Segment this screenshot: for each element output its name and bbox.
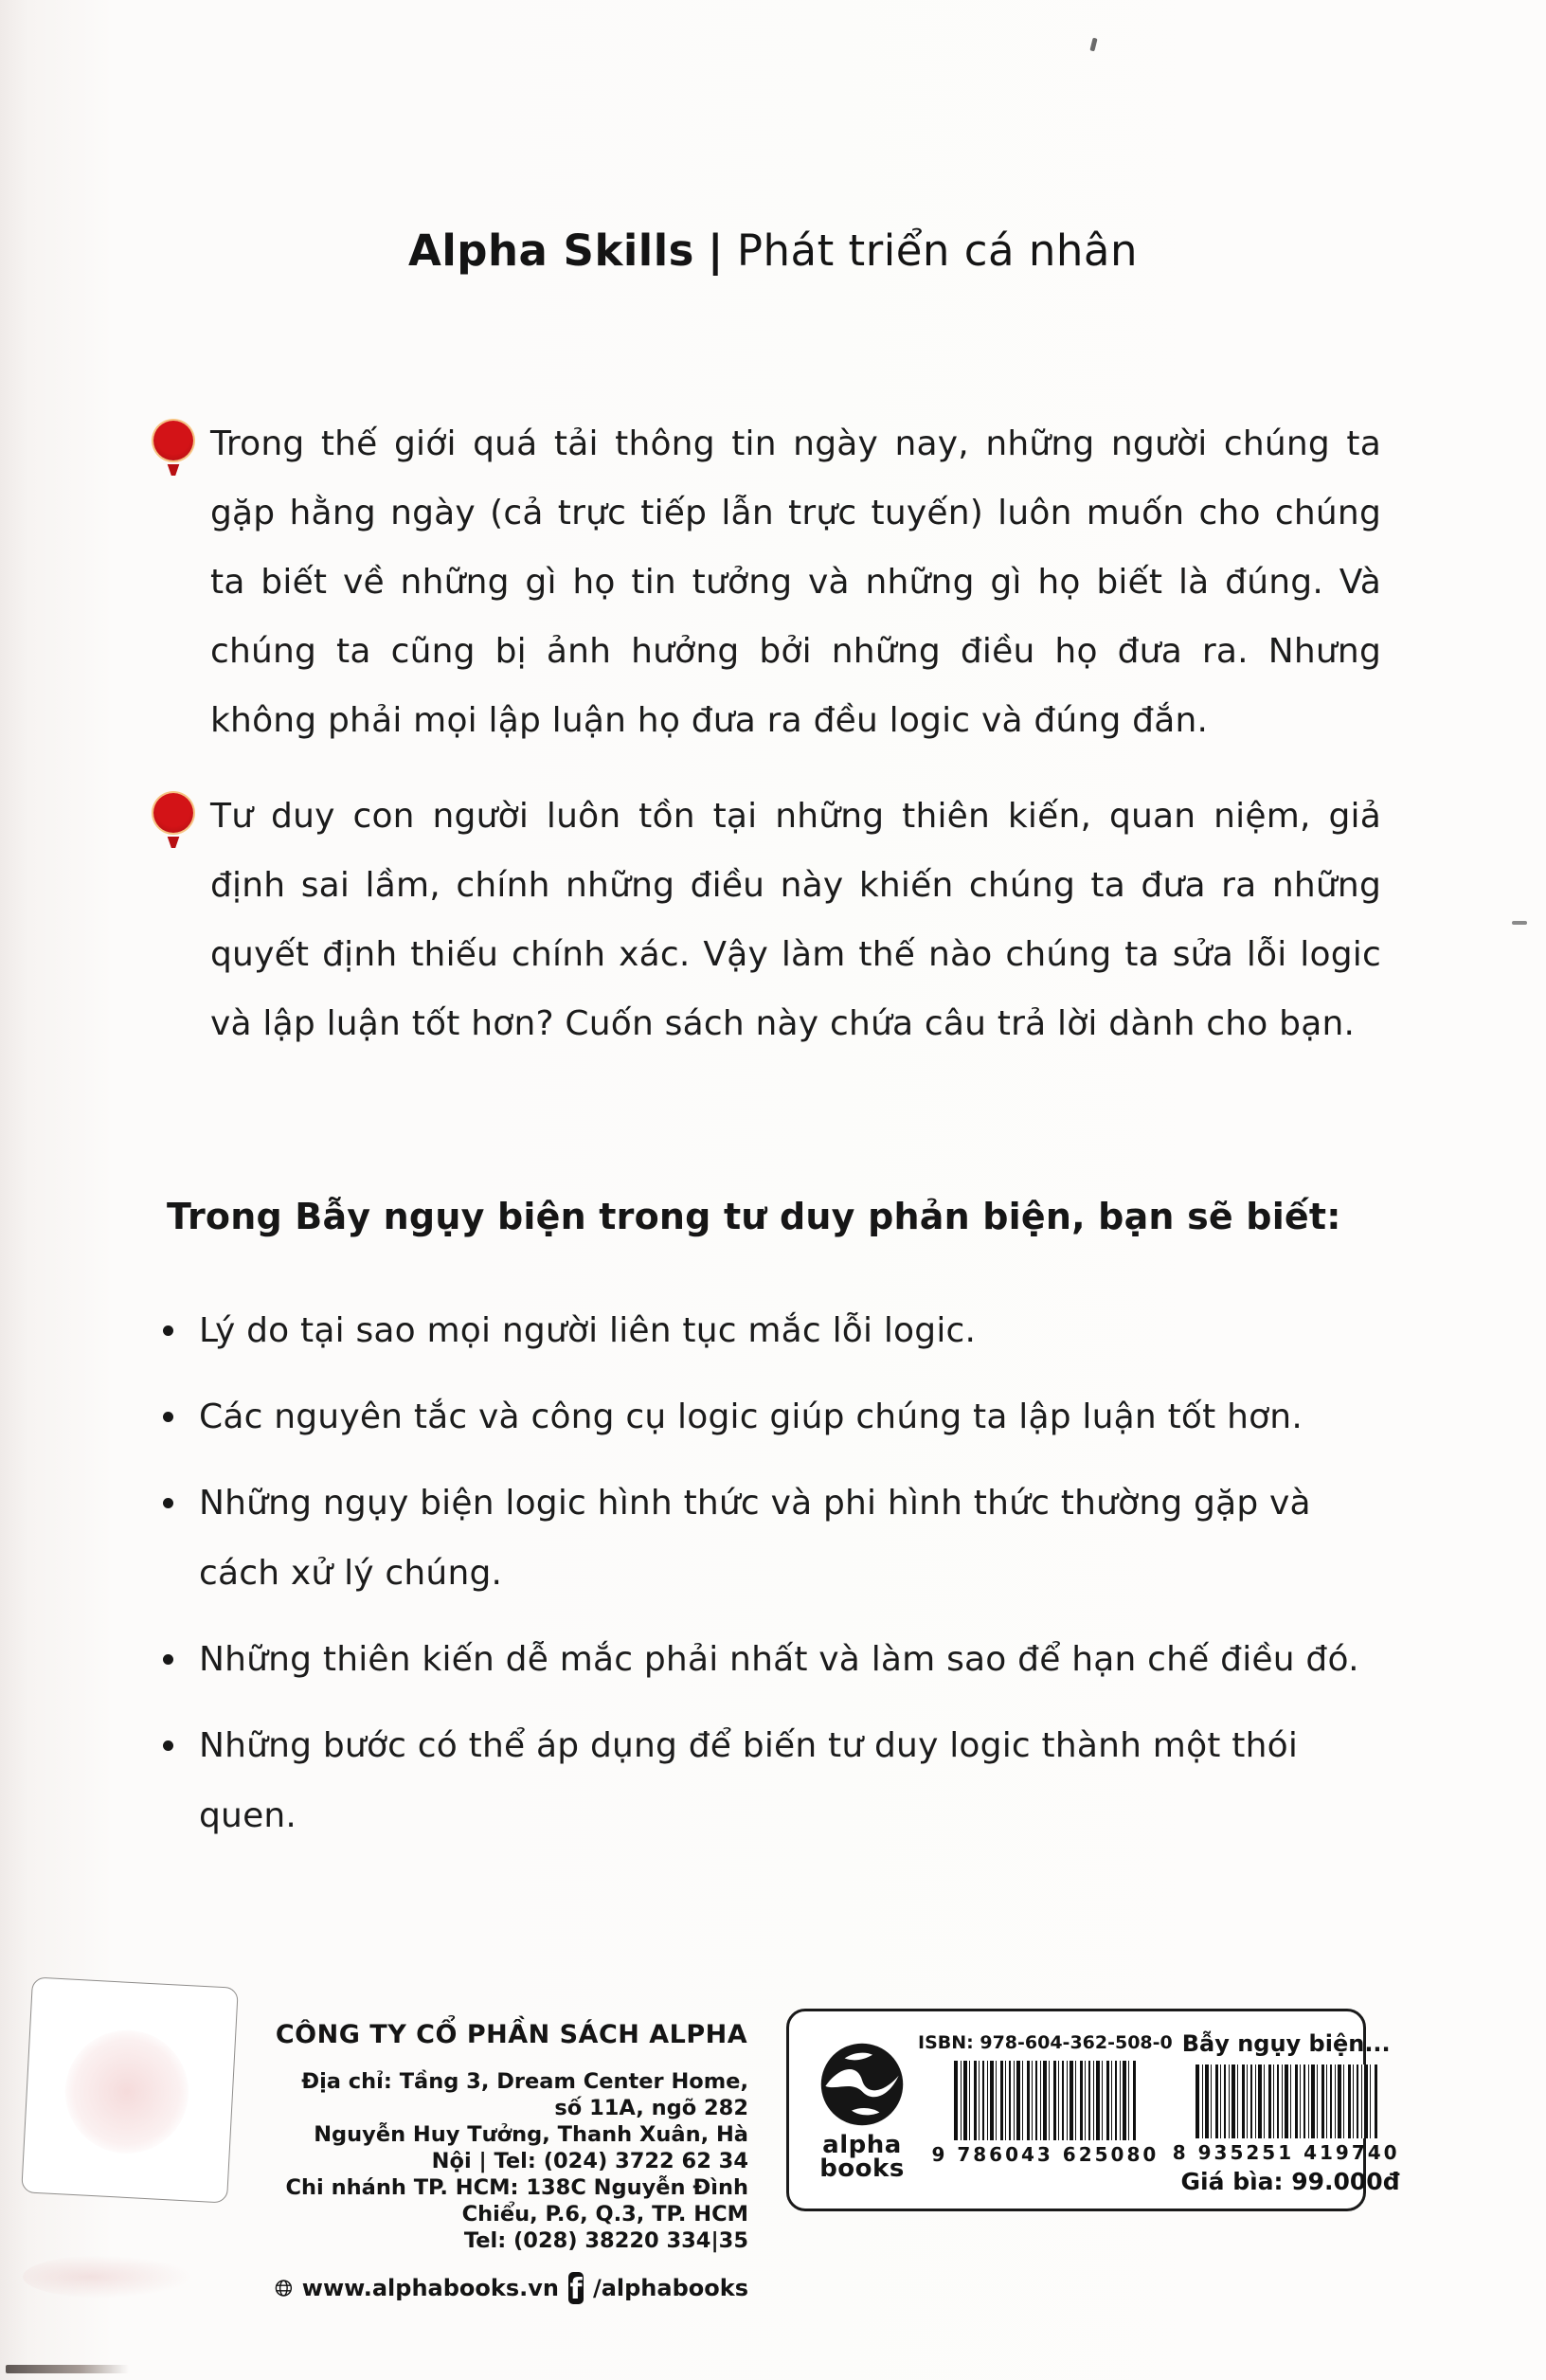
barcode-panel — [786, 2009, 1400, 2211]
list-item — [150, 1382, 1391, 1452]
publisher-logo-text: alpha books — [819, 2131, 905, 2183]
publisher-logo — [806, 2027, 918, 2195]
alphabooks-logo-icon — [818, 2041, 906, 2128]
ean-digits: 8 935251 419740 — [1172, 2141, 1400, 2164]
scan-artifact — [1089, 38, 1097, 52]
list-item — [150, 1469, 1391, 1609]
scan-artifact — [6, 2365, 129, 2373]
globe-icon — [275, 2269, 293, 2307]
publisher-address-line: Chi nhánh TP. HCM: 138C Nguyễn Đình Chiểu, P.6, Q.3, TP. HCM — [285, 2175, 748, 2227]
bullet-dot-icon — [150, 1382, 199, 1422]
series-category: Phát triển cá nhân — [736, 225, 1138, 276]
list-item — [150, 1296, 1391, 1366]
lightbulb-icon — [150, 409, 210, 476]
list-item-text: Những bước có thể áp dụng để biến tư duy logic thành một thói quen. — [199, 1726, 1299, 1835]
intro-paragraph-2 — [150, 782, 1381, 1058]
isbn-digits: 9 786043 625080 — [931, 2143, 1160, 2166]
list-item-text: Những thiên kiến dễ mắc phải nhất và làm sao để hạn chế điều đó. — [199, 1640, 1359, 1679]
bullet-dot-icon — [150, 1296, 199, 1336]
series-header — [0, 225, 1546, 276]
publisher-name: CÔNG TY CỔ PHẦN SÁCH ALPHA — [275, 2020, 748, 2049]
scan-artifact — [23, 2255, 193, 2299]
bullet-dot-icon — [150, 1469, 199, 1508]
list-item — [150, 1711, 1391, 1851]
highlights-list — [150, 1296, 1391, 1867]
intro-paragraph-1 — [150, 409, 1381, 755]
publisher-info — [275, 2020, 748, 2307]
ean-barcode — [1195, 2064, 1377, 2138]
intro-paragraph-2-text: Tư duy con người luôn tồn tại những thiên kiến, quan niệm, giả định sai lầm, chính những điều này khiến chúng ta đưa ra những quyết định thiếu chính xác. Vậy làm thế nào chúng ta sửa lỗi logic và lập luận tốt hơn? Cuốn sách này chứa câu trả lời dành cho bạn. — [210, 797, 1381, 1043]
list-item-text: Những ngụy biện logic hình thức và phi hình thức thường gặp và cách xử lý chúng. — [199, 1484, 1311, 1593]
scan-artifact — [1512, 921, 1527, 925]
list-item — [150, 1625, 1391, 1695]
publisher-facebook: /alphabooks — [592, 2275, 748, 2301]
price-label: Giá bìa: 99.000đ — [1180, 2168, 1400, 2195]
isbn-label: ISBN: 978-604-362-508-0 — [918, 2032, 1173, 2053]
list-item-text: Các nguyên tắc và công cụ logic giúp chúng ta lập luận tốt hơn. — [199, 1397, 1303, 1436]
highlights-heading: Trong Bẫy ngụy biện trong tư duy phản biện, bạn sẽ biết: — [167, 1196, 1341, 1237]
isbn-barcode — [954, 2061, 1136, 2140]
series-separator: | — [707, 225, 724, 276]
intro-paragraph-1-text: Trong thế giới quá tải thông tin ngày nay, những người chúng ta gặp hằng ngày (cả trực tiếp lẫn trực tuyến) luôn muốn cho chúng ta biết về những gì họ tin tưởng và những gì họ biết là đúng. Và chúng ta cũng bị ảnh hưởng bởi những điều họ đưa ra. Nhưng không phải mọi lập luận họ đưa ra đều logic và đúng đắn. — [210, 424, 1381, 740]
publisher-address-line: Nguyễn Huy Tưởng, Thanh Xuân, Hà Nội | Tel: (024) 3722 62 34 — [314, 2122, 748, 2173]
faded-logo-stain — [63, 2028, 192, 2157]
facebook-icon: f — [569, 2273, 583, 2304]
series-brand: Alpha Skills — [408, 225, 694, 276]
book-title-short: Bẫy ngụy biện... — [1181, 2030, 1391, 2057]
isbn-block — [918, 2027, 1173, 2195]
bullet-dot-icon — [150, 1625, 199, 1665]
ean-block — [1173, 2027, 1400, 2195]
publisher-links — [275, 2269, 748, 2307]
publisher-address-line: Địa chỉ: Tầng 3, Dream Center Home, số 11A, ngõ 282 — [301, 2069, 748, 2120]
publisher-website: www.alphabooks.vn — [301, 2275, 559, 2301]
faded-sticker — [21, 1976, 239, 2203]
publisher-address-line: Tel: (028) 38220 334|35 — [463, 2228, 748, 2253]
lightbulb-icon — [150, 782, 210, 848]
bullet-dot-icon — [150, 1711, 199, 1751]
list-item-text: Lý do tại sao mọi người liên tục mắc lỗi logic. — [199, 1311, 977, 1350]
